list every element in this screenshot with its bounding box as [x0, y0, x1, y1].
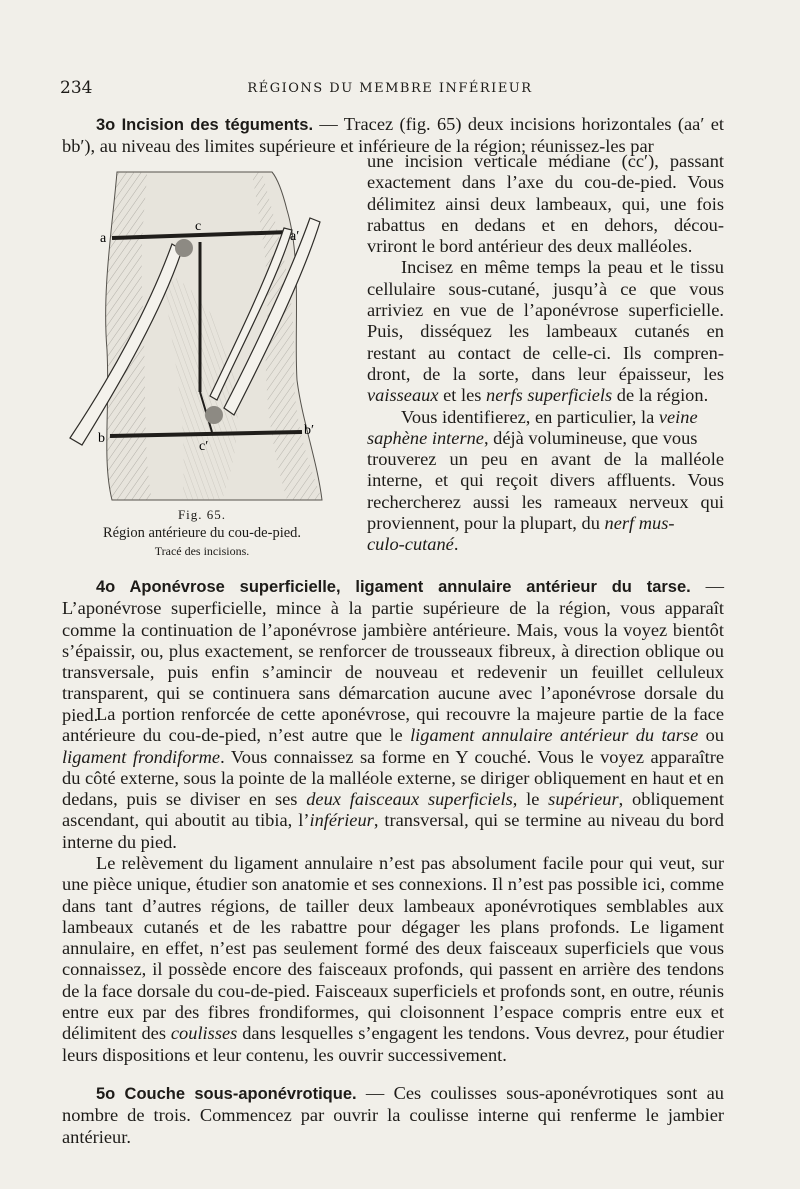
label-a-prime: a′ [290, 229, 300, 244]
emph-inferieur: inférieur [309, 810, 374, 831]
text-fragment: Le relèvement du ligament annulaire n’est pas absolument facile pour qui veut, sur une pièce unique, étudier son anatomie et ses connexions. Il n’est pas possible ici, comme dans tant d’autres régions, de tailler deux lambeaux aponévrotiques semblables aux lambeaux cutanés et de les rabattre pour dégager les plans profonds. Le ligament annulaire, en effet, n’est pas seulement formé des deux faisceaux superficiels que vous connaissez, il possède encore des faisceaux profonds, qui passent en arrière des tendons de la face dorsale du cou-de-pied. Faisceaux superficiels et profonds sont, en outre, réunis entre eux par des fibres frondiformes, qui cloisonnent l’espace compris entre eux et délimitent des [62, 853, 724, 1044]
label-b: b [98, 431, 105, 446]
emph-superieur: supérieur [548, 789, 619, 810]
emph-vaisseaux: vaisseaux [367, 385, 439, 406]
text-line [367, 407, 724, 428]
figure-number: Fig. 65. [177, 507, 227, 522]
section4-title: 4o Aponévrose superficielle, ligament annulaire antérieur du tarse. [96, 578, 691, 596]
ankle-illustration [62, 170, 342, 505]
emph-coulisses: coulisses [170, 1023, 238, 1044]
page-number: 234 [60, 78, 93, 98]
text-fragment: , déjà volumineuse, que vous [483, 427, 698, 448]
label-a: a [100, 231, 107, 246]
text-fragment: dans lesquelles s’engagent les tendons. Vous devrez, pour étudier leurs dispositions et leur contenu, les ouvrir successivement. [62, 1023, 724, 1065]
emph-ligament-annulaire: ligament annulaire antérieur du tarse [410, 725, 699, 746]
figure-subtitle: Tracé des incisions. [154, 544, 250, 558]
text-fragment: . [453, 534, 459, 555]
emph-faisceaux: deux faisceaux superficiels [306, 789, 513, 810]
page-header [60, 78, 720, 100]
section5-p1-text: — Ces coulisses sous-aponévrotiques sont au nombre de trois. Commencez par ouvrir la coulisse interne qui renferme le jambier antérieur. [62, 1083, 724, 1147]
section4-p2 [62, 704, 724, 853]
emph-veine: veine [658, 406, 698, 427]
emph-ligament-frondiforme: ligament frondiforme [62, 746, 221, 767]
text-fragment: , transversal, qui se termine au niveau du bord interne du pied. [62, 810, 724, 852]
text-line: rechercherez aussi les rameaux nerveux qui [367, 491, 724, 512]
text-line: trouverez un peu en avant de la malléole [367, 449, 724, 470]
text-line: dront, de la sorte, dans leur épaisseur, les [367, 363, 724, 384]
running-head: RÉGIONS DU MEMBRE INFÉRIEUR [247, 81, 533, 96]
text-line [367, 428, 724, 449]
section3-wrapped-text [367, 151, 724, 556]
text-fragment: Vous identifierez, en particulier, la [401, 406, 659, 427]
emph-nerfs: nerfs superficiels [486, 385, 613, 406]
text-fragment: proviennent, pour la plupart, du [367, 513, 605, 534]
section4-p3 [62, 853, 724, 1066]
text-fragment: La portion renforcée de cette aponévrose, qui recouvre la majeure partie de la face antérieure du cou-de-pied, n’est autre que le [62, 704, 724, 746]
figure-65 [62, 170, 342, 565]
text-line: vriront le bord antérieur des deux malléoles. [367, 236, 693, 257]
text-line: rabattus en dedans et en dehors, décou- [367, 214, 724, 235]
text-line [367, 385, 724, 406]
text-line: cellulaire sous-cutané, jusqu’à ce que vous [367, 278, 724, 299]
text-line [367, 513, 724, 534]
figure-title: Région antérieure du cou-de-pied. [102, 525, 302, 541]
text-fragment: et les [438, 385, 486, 406]
emph-musculo-cutane: culo-cutané [367, 534, 454, 555]
label-c-prime: c′ [199, 439, 209, 454]
text-fragment: de la région. [612, 385, 709, 406]
text-line: délimitez ainsi deux lambeaux, qui, une fois [367, 193, 724, 214]
text-fragment: , le [512, 789, 549, 810]
text-line: arriviez en vue de l’aponévrose superficielle. [367, 300, 724, 321]
label-c: c [195, 219, 202, 234]
text-line: restant au contact de celle-ci. Ils compren- [367, 342, 724, 363]
text-fragment: ou [698, 725, 724, 746]
text-line: interne, et qui reçoit divers affluents. Vous [367, 470, 724, 491]
section3-title: 3o Incision des téguments. [96, 116, 314, 134]
section4-p1-text: — L’aponévrose superficielle, mince à la partie supérieure de la région, vous apparaît comme la continuation de l’aponévrose jambière antérieure. Mais, vous la voyez bientôt s’épaissir, ou, plus exactement, se renforcer de trousseaux fibreux, à direction oblique ou transversale, puis enfin s’amincir de nouveau et redevenir un feuillet celluleux transparent, qui se continuera sans démarcation aucune avec l’aponévrose dorsale du pied. [62, 576, 724, 725]
section5-p1 [62, 1083, 724, 1148]
text-line: exactement dans l’axe du cou-de-pied. Vous [367, 172, 724, 193]
text-line: Incisez en même temps la peau et le tissu [401, 257, 724, 278]
section5-title: 5o Couche sous-aponévrotique. [96, 1085, 357, 1103]
text-line: une incision verticale médiane (cc′), passant [367, 151, 724, 171]
label-b-prime: b′ [304, 423, 315, 438]
text-fragment: . Vous connaissez sa forme en Y couché. Vous le voyez apparaître du côté externe, sous la pointe de la malléole externe, se diriger obliquement en haut et en dedans, puis se diviser en ses [62, 746, 725, 810]
text-fragment: , obliquement ascendant, qui aboutit au tibia, l’ [62, 789, 724, 831]
text-line [367, 534, 724, 555]
text-line: Puis, disséquez les lambeaux cutanés en [367, 321, 724, 342]
emph-nerf-mus: nerf mus- [604, 513, 675, 534]
section3-intro-text: — Tracez (fig. 65) deux incisions horizontales (aa′ et bb′), au niveau des limites supérieure et inférieure de la région; réunissez-les par [62, 114, 724, 157]
emph-saphene: saphène interne [367, 427, 484, 448]
